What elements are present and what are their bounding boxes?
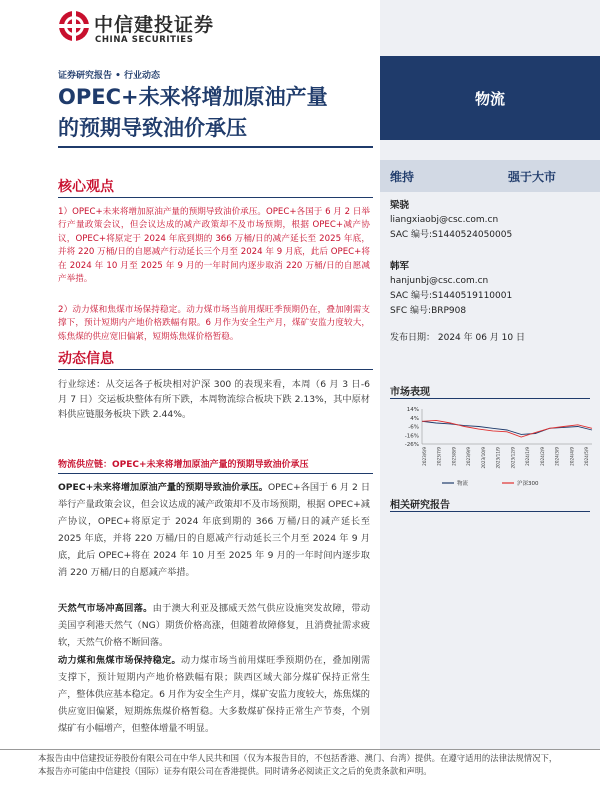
oil-paragraph-head: OPEC+未来将增加原油产量的预期导致油价承压。 (58, 482, 268, 493)
rating-value: 强于大市 (508, 170, 557, 184)
logo-chinese-name: 中信建投证券 (94, 14, 215, 36)
y-tick-label: 14% (406, 407, 419, 413)
dynamic-heading-rule (58, 369, 373, 370)
x-tick-label: 2024/5/9 (584, 447, 589, 466)
core-point-1: 1）OPEC+未来将增加原油产量的预期导致油价承压。OPEC+各国于 6 月 2 日举行产量政策会议，但会议达成的减产政策却不及市场预期，根据 OPEC+减产协议，OPEC+将原定于 2024 年底到期的 366 万桶/日的减产延长至 2025 年底，并将 220 万桶/日的自愿减产行动延长三个月至 2024 年 9 月底，此后 OPEC+将在 2024 年 10 月至 2025 年 9 月的一年时间内逐步取消 220 万桶/日的自愿减产举措。 (58, 207, 370, 285)
market-heading: 市场表现 (390, 387, 430, 398)
analyst-sac: SAC 编号:S1440524050005 (390, 230, 513, 240)
legend-label: 物流 (457, 481, 469, 487)
title-rule (58, 146, 373, 148)
market-performance-chart (392, 404, 597, 488)
coal-paragraph-head: 动力煤和焦煤市场保持稳定。 (58, 655, 182, 666)
x-tick-label: 2024/1/9 (525, 447, 531, 466)
related-heading-rule (390, 511, 590, 512)
coal-paragraph-body: 动力煤市场当前用煤旺季预期仍在，叠加刚需支撑下，预计短期内产地价格跌幅有限；陕西区域大部分煤矿保持正常生产，整体供应基本稳定。6 月作为安全生产月，煤矿安监力度较大，炼焦煤的供应宽旧偏紧，短期炼焦煤价格暂稳。大多数煤矿保持正常生产节奏，个别煤矿有小幅增产，但整体增量不明显。 (58, 655, 371, 734)
x-tick-label: 2023/6/9 (422, 447, 427, 466)
sector-banner (380, 56, 600, 140)
oil-paragraph-body: OPEC+各国于 6 月 2 日举行产量政策会议，但会议达成的减产政策却不及市场预期，根据 OPEC+减产协议，OPEC+将原定于 2024 年底到期的 366 万桶/日的减产延长至 2025 年底，并将 220 万桶/日的自愿减产行动延长三个月至 2024 年 9 月底，此后 OPEC+将在 2024 年 10 月至 2025 年 9 月的一年时间内逐步取消 220 万桶/日的自愿减产举措。 (58, 482, 371, 578)
x-tick-label: 2023/7/9 (436, 447, 442, 466)
analyst-sac: SAC 编号:S1440519110001 (390, 291, 513, 301)
report-type: 证券研究报告 • 行业动态 (58, 71, 161, 81)
related-heading: 相关研究报告 (390, 500, 450, 511)
sub-heading-rule (58, 473, 373, 474)
legend-label: 沪深300 (517, 481, 539, 487)
page-title (58, 82, 373, 144)
x-tick-label: 2024/3/9 (554, 447, 560, 466)
analyst-sfc: SFC 编号:BRP908 (390, 306, 467, 316)
footer-rule (0, 749, 600, 750)
oil-paragraph (58, 479, 370, 581)
x-tick-label: 2023/10/9 (480, 447, 486, 469)
x-tick-label: 2023/12/9 (510, 447, 516, 469)
core-heading-rule (58, 197, 373, 198)
publish-date: 发布日期： 2024 年 06 月 10 日 (390, 333, 525, 343)
disclaimer-footer (38, 752, 598, 778)
series-line-csi300 (422, 420, 592, 437)
series-line-logistics (422, 421, 592, 434)
rating-bar (380, 160, 600, 192)
y-tick-label: 4% (410, 415, 419, 422)
gas-paragraph-head: 天然气市场冲高回落。 (58, 603, 153, 614)
x-tick-label: 2024/4/9 (569, 447, 575, 466)
core-heading: 核心观点 (58, 179, 114, 195)
company-logo (58, 8, 228, 50)
industry-overview: 行业综述：从交运各子板块相对沪深 300 的表现来看，本周（6 月 3 日-6 月 7 日）交运板块整体有所下跌，本周物流综合板块下跌 2.13%，其中原材料供应链服务板块下跌 2.44%。 (58, 379, 370, 420)
logistics-sub-heading: 物流供应链：OPEC+未来将增加原油产量的预期导致油价承压 (58, 460, 309, 470)
analyst-email[interactable]: liangxiaobj@csc.com.cn (390, 215, 499, 225)
title-line: 的预期导致油价承压 (58, 116, 247, 140)
logo-english-name: CHINA SECURITIES (95, 35, 194, 45)
market-heading-rule (390, 398, 590, 399)
logo-mark-icon (58, 10, 90, 42)
y-tick-label: -16% (404, 433, 419, 440)
gas-paragraph (58, 600, 370, 651)
gas-paragraph-body: 由于澳大利亚及挪威天然气供应设施突发故障，带动美国亨利港天然气（NG）期货价格高涨，但随着故障修复，且消费扯需求疲软，天然气价格不断回落。 (58, 603, 371, 648)
x-tick-label: 2023/11/9 (495, 447, 501, 469)
analyst-email[interactable]: hanjunbj@csc.com.cn (390, 276, 489, 286)
analyst-info (390, 196, 590, 346)
core-point-2: 2）动力煤和焦煤市场保持稳定。动力煤市场当前用煤旺季预期仍在，叠加刚需支撑下，预计短期内产地价格跌幅有限。6 月作为安全生产月，煤矿安监力度较大，炼焦煤的供应宽旧偏紧，短期炼焦煤价格暂稳。 (58, 305, 370, 342)
x-tick-label: 2024/2/9 (539, 447, 545, 466)
sector-label: 物流 (474, 90, 505, 108)
analyst-name: 韩军 (390, 261, 410, 272)
disclaimer-line: 本报告由中信建投证券股份有限公司在中华人民共和国（仅为本报告目的，不包括香港、澳门、台湾）提供。在遵守适用的法律法规情况下， (38, 753, 558, 763)
x-tick-label: 2023/8/9 (451, 447, 457, 466)
dynamic-heading: 动态信息 (58, 351, 114, 367)
coal-paragraph (58, 652, 370, 737)
disclaimer-line: 本报告亦可能由中信建投（国际）证券有限公司在香港提供。同时请务必阅读正文之后的免责条款和声明。 (38, 766, 432, 776)
title-line: OPEC+未来将增加原油产量 (58, 85, 328, 109)
rating-action: 维持 (390, 170, 415, 184)
x-tick-label: 2023/9/9 (466, 447, 472, 466)
y-tick-label: -26% (404, 442, 419, 448)
y-tick-label: -6% (408, 424, 419, 431)
analyst-name: 梁骁 (390, 200, 410, 211)
